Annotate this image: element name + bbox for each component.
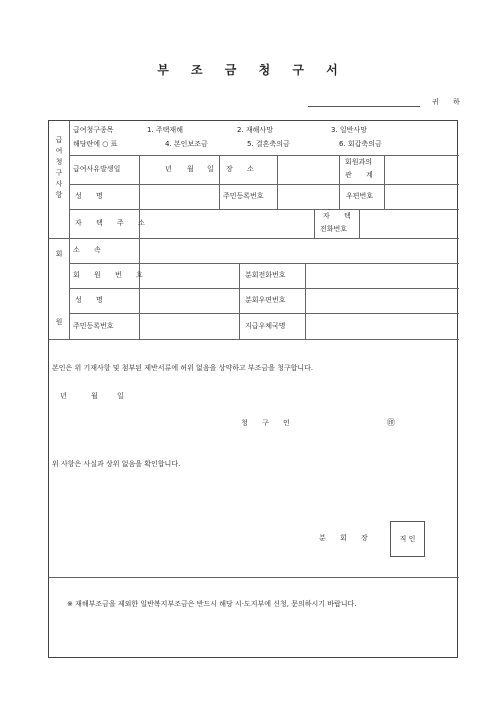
home-phone-label-line2: 전화번호: [320, 225, 348, 233]
confirmation-statement: 위 사항은 사실과 상위 없음을 확인합니다.: [52, 460, 181, 468]
mark-instruction: 해당란에 ○ 표: [73, 140, 118, 148]
payment-post-office-label: 지급우체국명: [245, 322, 286, 330]
option-wedding-gift[interactable]: 5. 결혼축의금: [247, 140, 290, 148]
event-date-year-unit: 년: [165, 165, 172, 173]
cell-divider: [305, 263, 306, 339]
declaration-month-unit: 월: [91, 392, 98, 400]
affiliation-label: 소 속: [73, 246, 107, 254]
row-divider: [69, 209, 459, 210]
option-60th-birthday-gift[interactable]: 6. 회갑축의금: [339, 140, 382, 148]
page-title: 부 조 금 청 구 서: [157, 63, 347, 77]
event-date-day-unit: 일: [207, 165, 214, 173]
place-label: 장 소: [226, 165, 260, 173]
cell-divider: [384, 155, 385, 209]
official-seal-label: 직 인: [399, 535, 416, 543]
branch-head-label: 분 회 장: [319, 534, 374, 542]
claim-type-label: 급여청구종목: [73, 126, 114, 134]
row-divider: [69, 184, 459, 185]
row-divider: [69, 288, 459, 289]
postal-code-label: 우편번호: [346, 192, 374, 200]
label-column-divider: [139, 155, 140, 339]
section-divider: [49, 238, 459, 239]
option-general-death[interactable]: 3. 일반사망: [331, 126, 367, 134]
option-house-disaster[interactable]: 1. 주택재해: [147, 126, 183, 134]
member-resident-no-label: 주민등록번호: [73, 322, 114, 330]
claimant-label: 청 구 인: [241, 419, 296, 427]
official-seal-box: [390, 521, 425, 557]
declaration-day-unit: 일: [117, 392, 124, 400]
claimant-seal-mark: ㊞: [387, 418, 395, 427]
benefit-section-side-label: 급여청구사항: [55, 136, 63, 199]
home-address-label: 자 택 주 소: [75, 219, 151, 227]
event-date-label: 급여사유발생일: [73, 165, 121, 173]
cell-divider: [239, 263, 240, 339]
side-label-divider: [69, 121, 70, 339]
member-section-side-label-bottom: 원: [55, 318, 63, 326]
relation-label-line1: 회원과의: [345, 158, 373, 166]
recipient-underline: [308, 106, 420, 107]
row-divider: [69, 263, 459, 264]
cell-divider: [314, 209, 315, 238]
cell-divider: [339, 155, 340, 209]
footnote: ※ 재해부조금을 제외한 일반복지부조금은 반드시 해당 시·도지부에 신청, 문의하시기 바랍니다.: [67, 600, 357, 608]
cell-divider: [219, 155, 220, 209]
cell-divider: [277, 155, 278, 209]
section-divider: [49, 577, 459, 578]
option-personal-subsidy[interactable]: 4. 본인보조금: [165, 140, 208, 148]
declaration-year-unit: 년: [60, 392, 67, 400]
recipient-field[interactable]: [308, 96, 468, 108]
member-no-label: 회 원 번 호: [73, 271, 149, 279]
event-date-month-unit: 월: [187, 165, 194, 173]
row-divider: [69, 155, 459, 156]
row-divider: [69, 313, 459, 314]
home-phone-label-line1: 자 택: [323, 212, 357, 220]
member-section-side-label-top: 회: [55, 250, 63, 258]
section-divider: [49, 339, 459, 340]
recipient-label: 귀 하: [432, 98, 466, 106]
cell-divider: [359, 209, 360, 238]
claimant-resident-no-label: 주민등록번호: [223, 192, 264, 200]
branch-phone-label: 분회전화번호: [245, 271, 286, 279]
relation-label-line2: 관 계: [345, 171, 379, 179]
claimant-name-label: 성 명: [75, 192, 109, 200]
branch-postal-label: 분회우편번호: [245, 296, 286, 304]
declaration-statement: 본인은 위 기재사항 및 첨부된 제반서류에 허위 없음을 상약하고 부조금을 청구합니다.: [52, 364, 314, 372]
member-name-label: 성 명: [75, 296, 109, 304]
option-disaster-death[interactable]: 2. 재해사망: [237, 126, 273, 134]
claim-form: [48, 120, 458, 658]
